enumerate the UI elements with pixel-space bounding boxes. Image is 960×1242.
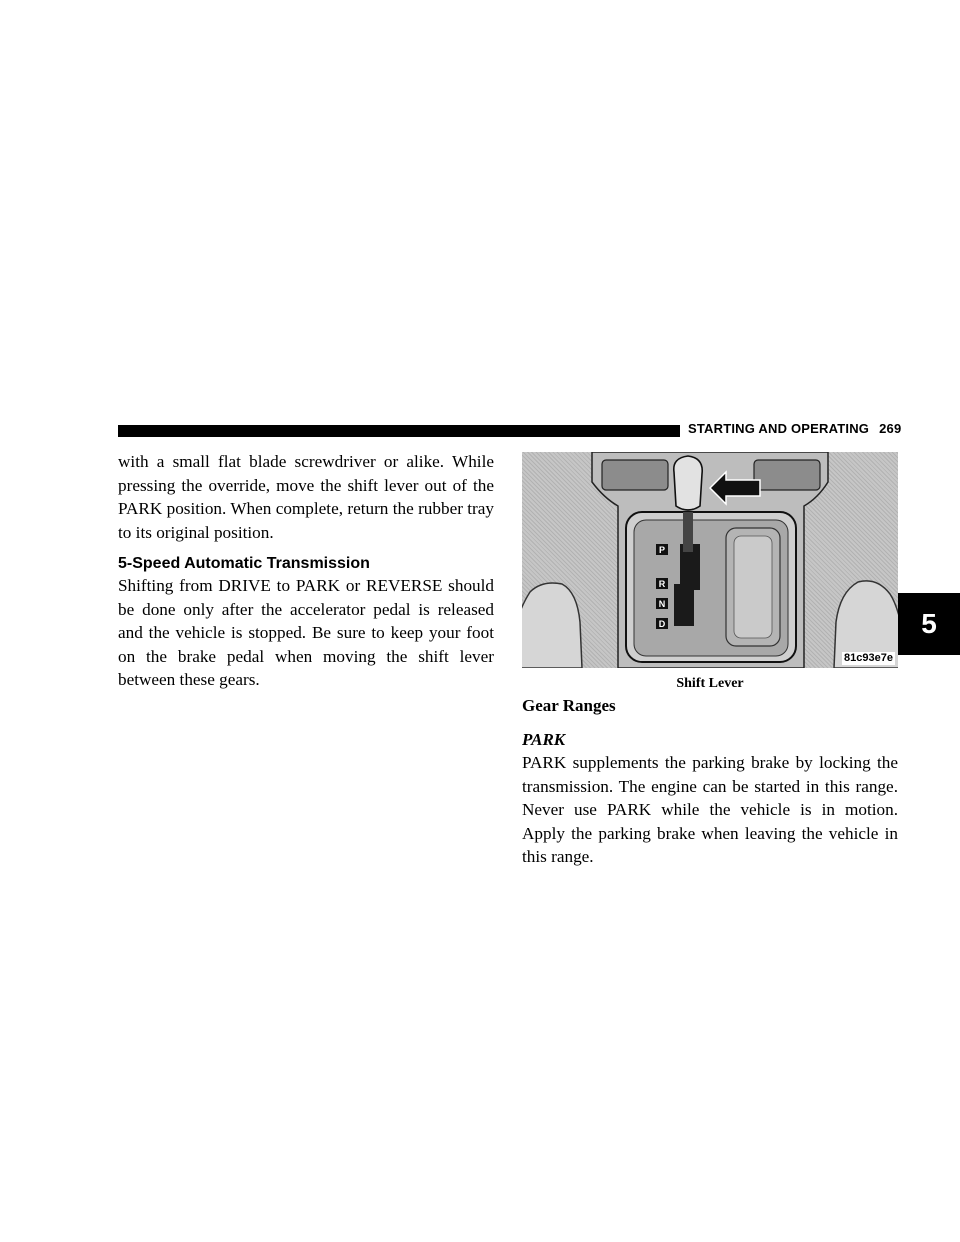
gate-label-d: D bbox=[658, 619, 666, 629]
gate-label-n: N bbox=[658, 599, 666, 609]
gate-label-p: P bbox=[658, 545, 666, 555]
gate-label-r: R bbox=[658, 579, 666, 589]
chapter-tab: 5 bbox=[898, 593, 960, 655]
left-column bbox=[118, 450, 494, 692]
shift-knob bbox=[674, 456, 702, 510]
gear-ranges-heading: Gear Ranges bbox=[522, 696, 616, 715]
console-pocket-right bbox=[754, 460, 820, 490]
section-title: STARTING AND OPERATING bbox=[688, 421, 870, 436]
shifting-paragraph: Shifting from DRIVE to PARK or REVERSE should be done only after the accelerator pedal is released and the vehicle is stopped. Be sure to keep your foot on the brake pedal when moving the shift lever between these gears. bbox=[118, 576, 494, 689]
park-heading: PARK bbox=[522, 730, 566, 749]
left-seat bbox=[522, 583, 582, 668]
intro-paragraph: with a small flat blade screwdriver or alike. While pressing the override, move the shift lever out of the PARK position. When complete, return the rubber tray to its original position. bbox=[118, 452, 494, 542]
image-code: 81c93e7e bbox=[844, 652, 893, 664]
figure-caption: Shift Lever bbox=[676, 676, 744, 691]
page-number: 269 bbox=[879, 421, 902, 436]
running-header bbox=[688, 421, 901, 436]
shift-lever-illustration bbox=[522, 452, 898, 668]
right-column bbox=[522, 695, 898, 869]
header-rule bbox=[118, 425, 680, 437]
console-pocket-left bbox=[602, 460, 668, 490]
transmission-heading: 5-Speed Automatic Transmission bbox=[118, 555, 370, 572]
park-paragraph: PARK supplements the parking brake by locking the transmission. The engine can be started in this range. Never use PARK while the vehicle is in motion. Apply the parking brake when leaving the vehicle in this range. bbox=[522, 753, 898, 866]
shift-lever-figure bbox=[522, 452, 898, 668]
